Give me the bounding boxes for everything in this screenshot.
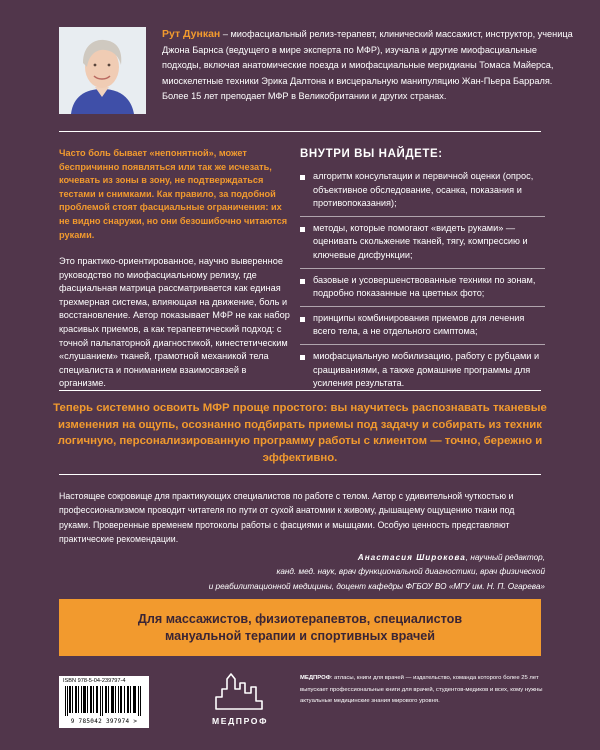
publisher-description: : атласы, книги для врачей — издательство, команда которого более 25 лет выпускает профессиональные книги для врачей, студентов-медиков и всех, кому нужны актуальные медицинские знания мирового уровня.: [300, 675, 543, 705]
author-bio-text: – миофасциальный релиз-терапевт, клинический массажист, инструктор, ученица Джона Барнса (ведущего в мире эксперта по МФР), изучала и другие миофасциальные подходы, включая анатомические поезда и миофасциальные меридианы Томаса Майерса, миоскелетные техники Эрика Далтона и висцеральную манипуляцию Жан-Пьера Барраля. Более 15 лет преподает МФР в Великобритании и других странах.: [162, 29, 573, 101]
author-name: Рут Дункан: [162, 28, 221, 40]
bullet-square-icon: [300, 317, 305, 322]
list-item-text: методы, которые помогают «видеть руками» — оценивать скольжение тканей, тягу, компрессию и ключевые дисфункции;: [313, 222, 528, 260]
audience-text: Для массажистов, физиотерапевтов, специалистов мануальной терапии и спортивных врачей: [137, 611, 463, 643]
bullet-square-icon: [300, 227, 305, 232]
publisher-info: [300, 673, 550, 708]
bullet-square-icon: [300, 175, 305, 180]
middle-divider-top: [59, 390, 541, 391]
list-item-text: принципы комбинирования приемов для лечения всего тела, а не отдельного симптома;: [313, 312, 525, 337]
list-item: [300, 350, 545, 396]
inside-title: ВНУТРИ ВЫ НАЙДЕТЕ:: [300, 148, 443, 160]
intro-body: Это практико-ориентированное, научно выверенное руководство по миофасциальному релизу, где фасциальная матрица рассматривается как единая трехмерная система, влияющая на движение, боль и восстановление. Автор показывает МФР не как набор красивых приемов, а как терапевтический подход: с точной пальпаторной диагностикой, кинестетическим «слушанием» тканей, грамотной механикой тела специалиста и пониманием взаимосвязей в организме.: [59, 256, 290, 389]
bullet-square-icon: [300, 279, 305, 284]
list-item: [300, 312, 545, 345]
review-author-role-2: канд. мед. наук, врач функциональной диагностики, врач физической: [276, 567, 545, 577]
inside-list: [300, 170, 545, 401]
author-portrait-image: [59, 27, 146, 114]
list-item: [300, 170, 545, 217]
promo-text: Теперь системно освоить МФР проще простого: вы научитесь распознавать тканевые изменения на ощупь, осознанно подбирать приемы под задачу и собирать из техник логичную, персонализированную программу работы с клиентом — точно, бережно и эффективно.: [53, 402, 547, 464]
top-divider: [59, 131, 541, 132]
list-item-text: алгоритм консультации и первичной оценки (опрос, объективное обследование, осанка, показания и противопоказания);: [313, 171, 534, 209]
list-item-text: миофасциальную мобилизацию, работу с рубцами и сращиваниями, а также домашние программы для усиления результата.: [313, 350, 540, 389]
audience-box: [59, 599, 541, 656]
author-photo: [59, 27, 146, 114]
list-item: [300, 274, 545, 307]
publisher-name: МЕДПРОФ: [300, 675, 331, 681]
isbn-digits: 9 785042 397974 >: [70, 718, 138, 725]
intro-highlight: Часто боль бывает «непонятной», может беспричинно появляться или так же исчезать, кочевать из зоны в зону, не подтверждаться тестами и снимками. Как правило, за подобной проблемой стоят фасциальные ограничения: их не видно снаружи, но они безошибочно читаются руками.: [59, 148, 288, 240]
isbn-label: ISBN 978-5-04-239797-4: [63, 678, 126, 684]
review-author-name: Анастасия Широкова: [357, 553, 466, 562]
review-text: Настоящее сокровище для практикующих специалистов по работе с телом. Автор с удивительной чуткостью и профессионализмом проводит читателя по пути от сухой анатомии к живому, дышащему ощущению ткани под руками. Проверенные временем протоколы работы с фасциями и мышцами. Особую ценность представляют практические рекомендации.: [59, 491, 515, 545]
review-author: [120, 551, 545, 594]
barcode-icon: [65, 686, 143, 716]
list-item-text: базовые и усовершенствованные техники по зонам, подробно показанные на цветных фото;: [313, 274, 536, 299]
review-author-role-1: , научный редактор,: [465, 553, 545, 562]
review-author-role-3: и реабилитационной медицины, доцент кафедры ФГБОУ ВО «МГУ им. Н. П. Огарева»: [208, 581, 545, 591]
middle-divider-bottom: [59, 474, 541, 475]
isbn-barcode: [59, 676, 149, 728]
author-bio: [162, 27, 574, 105]
bullet-square-icon: [300, 355, 305, 360]
list-item: [300, 222, 545, 269]
publisher-logo-text: МЕДПРОФ: [211, 716, 269, 726]
